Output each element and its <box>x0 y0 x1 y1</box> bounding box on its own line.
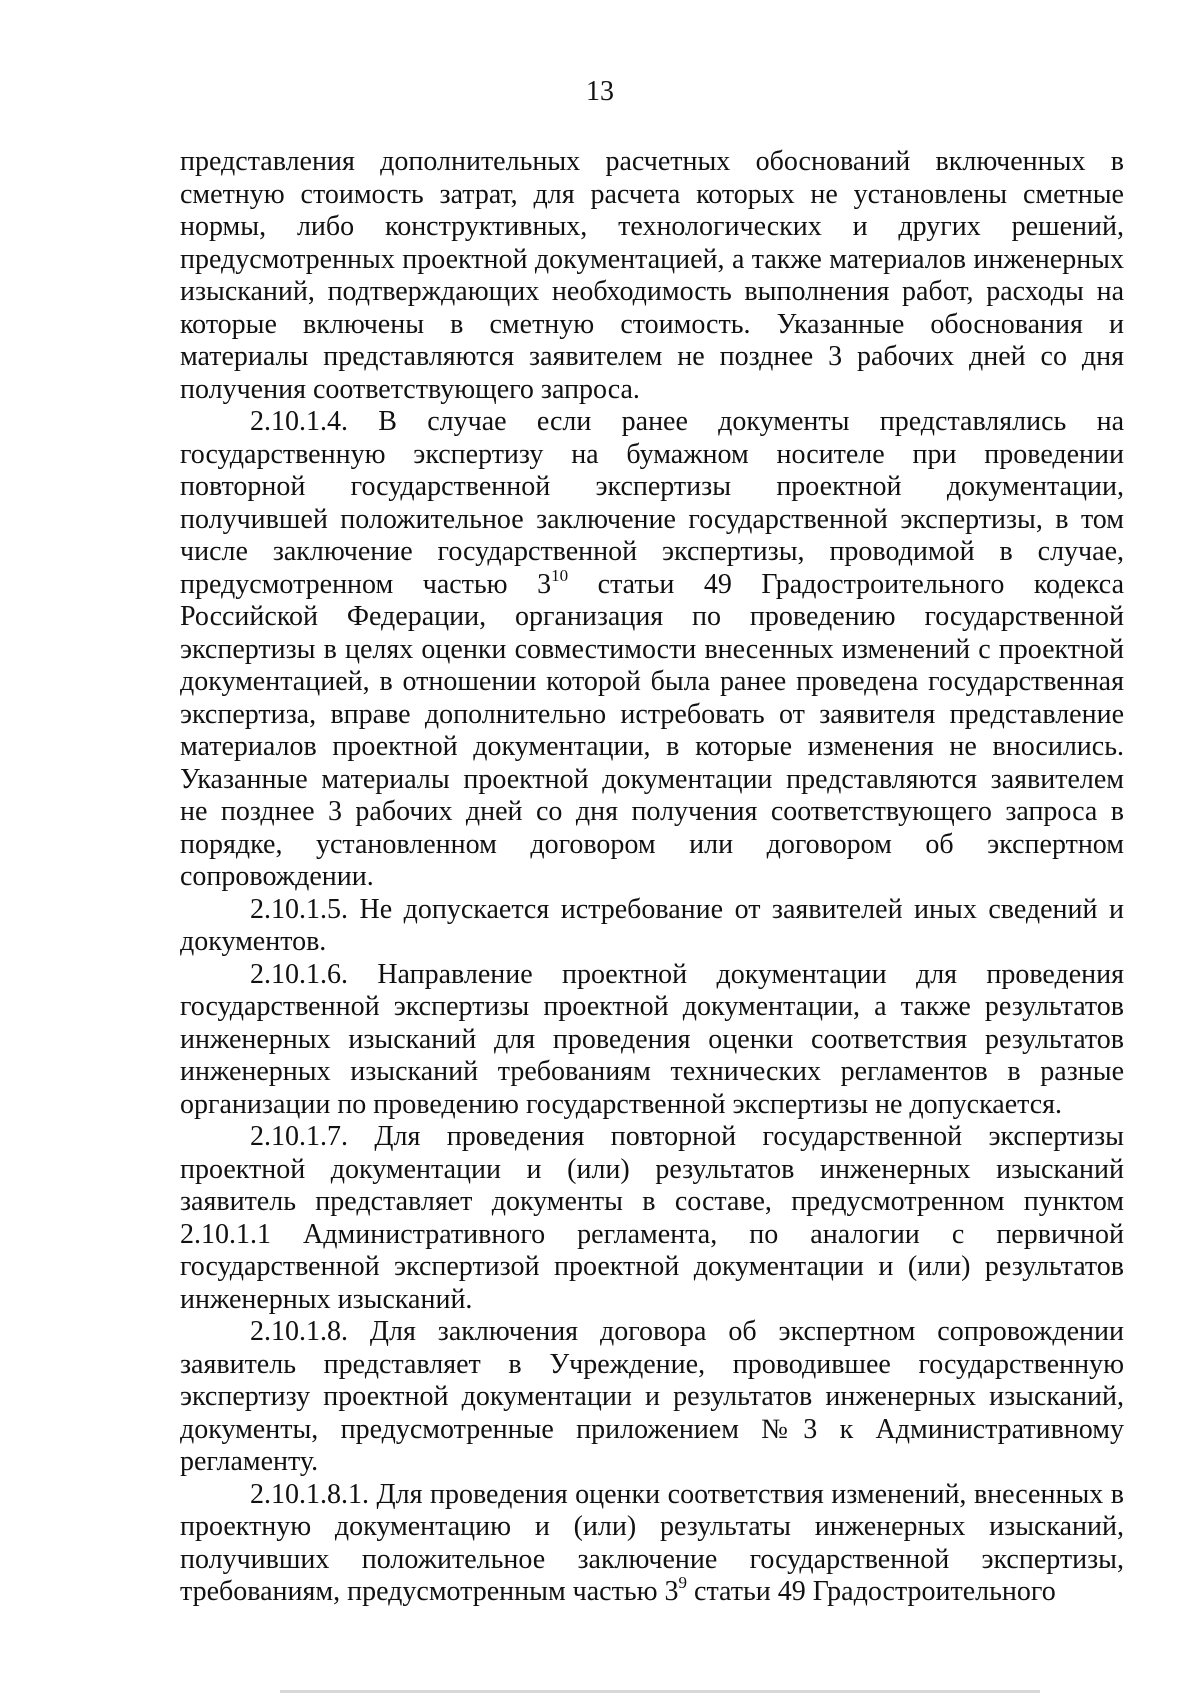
page-number: 13 <box>586 76 614 107</box>
paragraph-text: 2.10.1.4. В случае если ранее документы представлялись на государственную экспертизу на бумажном носителе при проведении повторной государственной экспертизы проектной документации, получившей положительное заключение государственной экспертизы, в том числе заключение государственной экспертизы, проводимой в случае, предусмотренном частью 3 <box>180 406 1124 600</box>
paragraph-2-10-1-4 <box>180 406 1124 894</box>
document-body <box>180 146 1124 1609</box>
paragraph-continuation: представления дополнительных расчетных обоснований включенных в сметную стоимость затрат, для расчета которых не установлены сметные нормы, либо конструктивных, технологических и других решений, предусмотренных проектной документацией, а также материалов инженерных изысканий, подтверждающих необходимость выполнения работ, расходы на которые включены в сметную стоимость. Указанные обоснования и материалы представляются заявителем не позднее 3 рабочих дней со дня получения соответствующего запроса. <box>180 146 1124 405</box>
paragraph-2-10-1-6: 2.10.1.6. Направление проектной документации для проведения государственной экспертизы проектной документации, а также результатов инженерных изысканий для проведения оценки соответствия результатов инженерных изысканий требованиям технических регламентов в разные организации по проведению государственной экспертизы не допускается. <box>180 958 1124 1120</box>
superscript: 10 <box>551 565 569 585</box>
paragraph-2-10-1-7: 2.10.1.7. Для проведения повторной государственной экспертизы проектной документации и (или) результатов инженерных изысканий заявитель представляет документы в составе, предусмотренном пунктом 2.10.1.1 Административного регламента, по аналогии с первичной государственной экспертизой проектной документации и (или) результатов инженерных изысканий. <box>180 1121 1124 1315</box>
paragraph-text: статьи 49 Градостроительного кодекса Российской Федерации, организация по проведению государственной экспертизы в целях оценки совместимости внесенных изменений с проектной документацией, в отношении которой была ранее проведена государственная экспертиза, вправе дополнительно истребовать от заявителя представление материалов проектной документации, в которые изменения не вносились. Указанные материалы проектной документации представляются заявителем не позднее 3 рабочих дней со дня получения соответствующего запроса в порядке, установленном договором или договором об экспертном сопровождении. <box>180 568 1124 892</box>
scan-edge-artifact <box>280 1690 1040 1693</box>
paragraph-2-10-1-5: 2.10.1.5. Не допускается истребование от заявителей иных сведений и документов. <box>180 893 1124 957</box>
superscript: 9 <box>678 1573 688 1592</box>
paragraph-text: 2.10.1.8.1. Для проведения оценки соответствия изменений, внесенных в проектную документацию и (или) результаты инженерных изысканий, получивших положительное заключение государственной экспертизы, требованиям, предусмотренным частью 3 <box>180 1478 1124 1607</box>
paragraph-2-10-1-8: 2.10.1.8. Для заключения договора об экспертном сопровождении заявитель представляет в Учреждение, проводившее государственную экспертизу проектной документации и результатов инженерных изысканий, документы, предусмотренные приложением №3 к Административному регламенту. <box>180 1316 1124 1477</box>
paragraph-text: статьи 49 Градостроительного <box>687 1576 1056 1607</box>
paragraph-2-10-1-8-1 <box>180 1479 1124 1609</box>
